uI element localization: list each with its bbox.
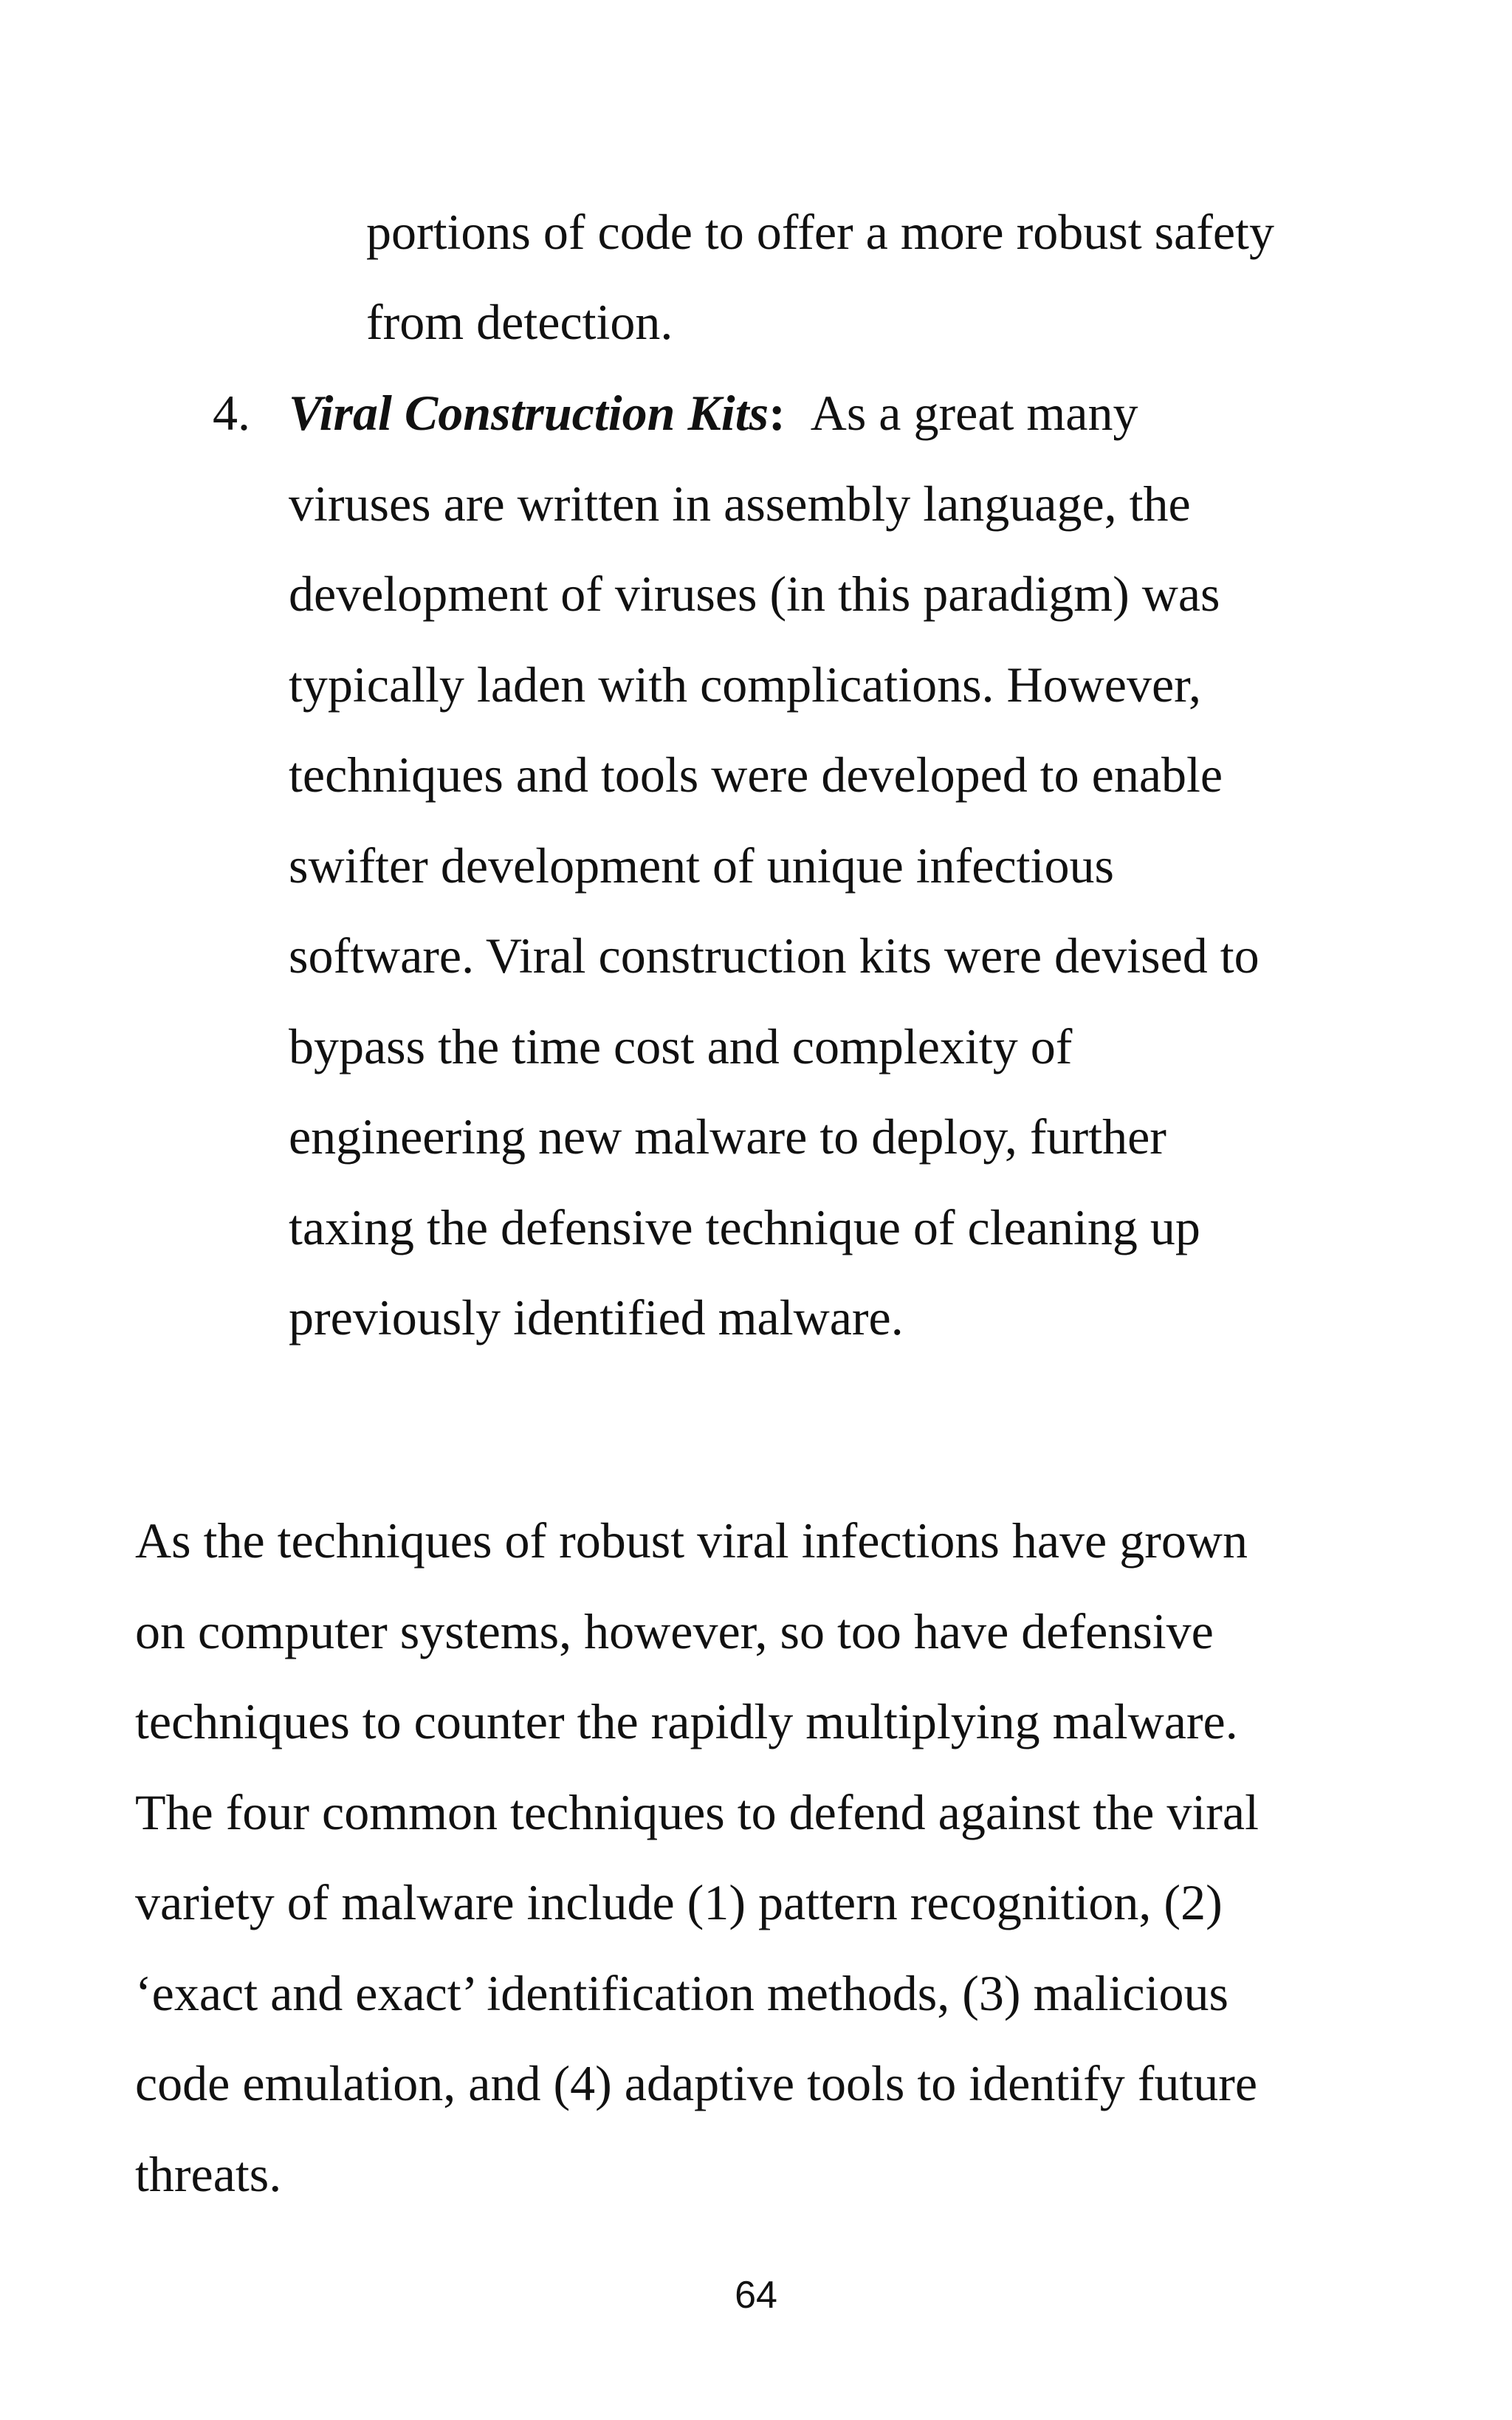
list-item-number: 4.: [213, 385, 250, 441]
paragraph-line: variety of malware include (1) pattern recognition, (2): [135, 1874, 1223, 1930]
paragraph-line: As the techniques of robust viral infections have grown: [135, 1512, 1248, 1569]
continuation-line: portions of code to offer a more robust safety: [366, 204, 1274, 260]
list-item-line: previously identified malware.: [289, 1289, 904, 1346]
list-item-line: development of viruses (in this paradigm) was: [289, 566, 1220, 622]
list-item-line: bypass the time cost and complexity of: [289, 1018, 1073, 1074]
term-colon: :: [769, 385, 786, 441]
list-item-line: techniques and tools were developed to enable: [289, 747, 1223, 803]
list-item-line: typically laden with complications. However,: [289, 657, 1202, 713]
continuation-line: from detection.: [366, 294, 673, 350]
list-item-first-line-text: As a great many: [810, 385, 1138, 441]
list-item-line: software. Viral construction kits were devised to: [289, 928, 1260, 984]
list-item-line: swifter development of unique infectious: [289, 837, 1114, 894]
list-item-line: viruses are written in assembly language, the: [289, 476, 1191, 532]
list-item-line: engineering new malware to deploy, further: [289, 1108, 1166, 1165]
list-item-term: Viral Construction Kits: [289, 385, 769, 441]
paragraph-line: on computer systems, however, so too have defensive: [135, 1603, 1214, 1659]
paragraph-line: threats.: [135, 2146, 282, 2202]
paragraph-line: The four common techniques to defend against the viral: [135, 1784, 1259, 1840]
paragraph-line: techniques to counter the rapidly multiplying malware.: [135, 1693, 1238, 1749]
list-item-line: taxing the defensive technique of cleaning up: [289, 1199, 1200, 1255]
page-number: 64: [735, 2274, 777, 2317]
list-item-lead: [289, 385, 1138, 441]
paragraph-line: ‘exact and exact’ identification methods, (3) malicious: [135, 1965, 1228, 2021]
paragraph-line: code emulation, and (4) adaptive tools to identify future: [135, 2055, 1258, 2111]
